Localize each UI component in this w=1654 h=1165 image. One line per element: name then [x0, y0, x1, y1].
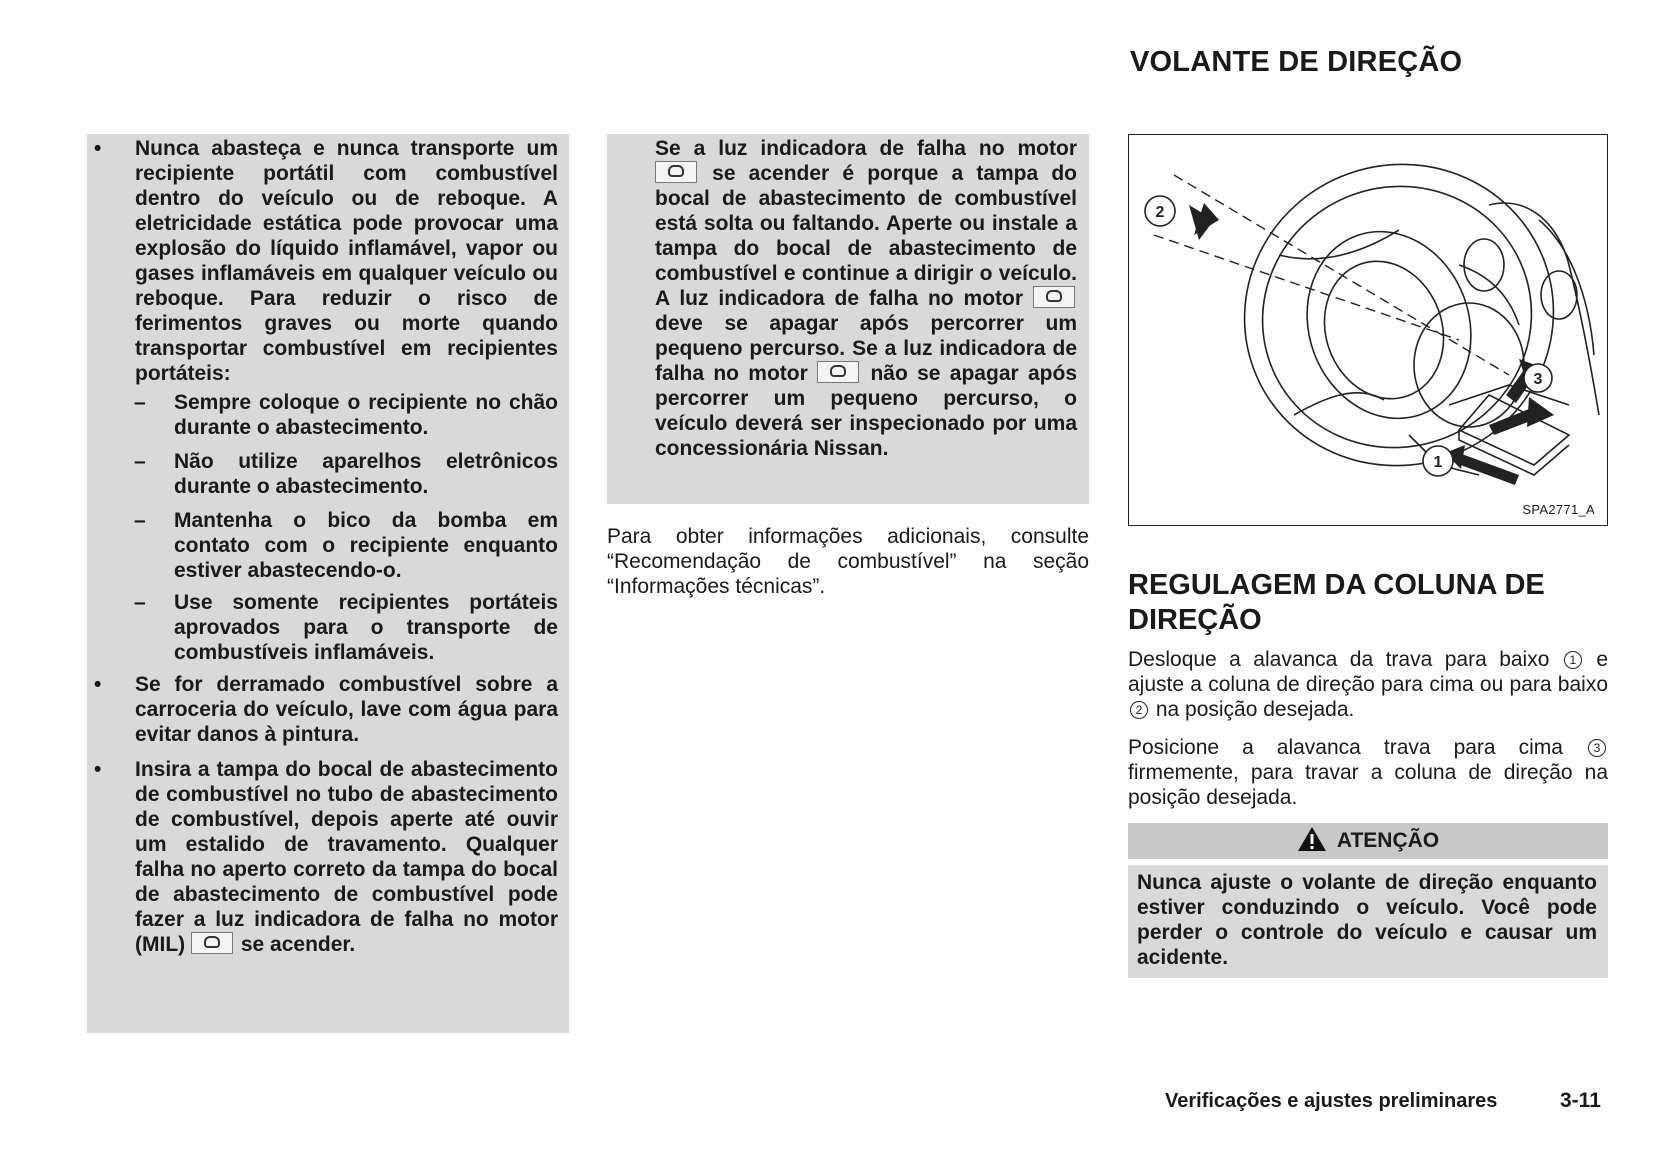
footer-section-title: Verificações e ajustes preliminares — [1165, 1090, 1498, 1112]
warning-triangle-icon — [1297, 826, 1327, 852]
steering-wheel-illustration — [1129, 135, 1606, 524]
bullet-3-text: Insira a tampa do bocal de abastecimento de combustível no tubo de abastecimento de combustível, depois aperte até ouvir um estalido de travamento. Qualquer falha no aperto correto da tampa do bocal de abastecimento de combustível pode fazer a luz indicadora de falha no motor (MIL) — [135, 758, 558, 956]
mil-text-4: Se a luz indicadora de falha no motor — [655, 337, 1077, 385]
mil-warning-text — [655, 136, 1077, 461]
dash-1: Sempre coloque o recipiente no chão durante o abastecimento. — [174, 391, 558, 439]
adjust-text-3: na posição desejada. — [1155, 698, 1355, 721]
dash-mark: – — [134, 509, 146, 532]
mil-warning-box — [607, 134, 1089, 504]
circled-number-3: 3 — [1588, 739, 1606, 757]
engine-icon — [817, 361, 859, 383]
dash-4: Use somente recipientes portáteis aprovados para o transporte de combustíveis inflamáveis. — [174, 591, 558, 664]
bullet-2: Se for derramado combustível sobre a carroceria do veículo, lave com água para evitar danos à pintura. — [135, 673, 558, 746]
engine-icon — [1033, 286, 1075, 308]
dash-mark: – — [134, 591, 146, 614]
adjust-text-2: e ajuste a coluna de direção para cima ou para baixo — [1128, 648, 1608, 696]
bullet-mark: • — [94, 137, 102, 160]
caution-box — [1128, 865, 1608, 978]
caution-header — [1128, 823, 1608, 859]
figure-label-2: 2 — [1155, 204, 1165, 221]
adjust-paragraph-1 — [1128, 647, 1608, 722]
bullet-3 — [135, 757, 558, 957]
caution-text: Nunca ajuste o volante de direção enquanto estiver conduzindo o veículo. Você pode perder o controle do veículo e causar um acidente. — [1137, 871, 1597, 969]
adjust-text-1: Desloque a alavanca da trava para baixo — [1128, 648, 1550, 671]
dash-mark: – — [134, 391, 146, 414]
engine-icon — [655, 161, 697, 183]
figure-label-1: 1 — [1433, 454, 1443, 471]
dash-mark: – — [134, 450, 146, 473]
caution-label: ATENÇÃO — [1336, 829, 1440, 852]
steering-wheel-figure — [1128, 134, 1608, 526]
adjust-paragraph-2 — [1128, 735, 1608, 810]
page-title: VOLANTE DE DIREÇÃO — [1130, 46, 1463, 78]
adjust-text-4: Posicione a alavanca trava para cima — [1128, 736, 1563, 759]
engine-icon — [191, 932, 233, 954]
circled-number-1: 1 — [1564, 651, 1582, 669]
mil-text-5: não se apagar após percorrer um pequeno percurso, o veículo deverá ser inspecionado por uma concessionária Nissan. — [655, 362, 1077, 460]
circled-number-2: 2 — [1130, 701, 1148, 719]
figure-label-3: 3 — [1533, 371, 1543, 388]
mil-text-2: se acender é porque a tampa do bocal de abastecimento de combustível está solta ou faltando. Aperte ou instale a tampa do bocal de abastecimento de combustível e continue a dirigir o veículo. A luz indicadora de falha no motor — [655, 162, 1077, 310]
section-title: REGULAGEM DA COLUNA DE DIREÇÃO — [1128, 569, 1545, 636]
bullet-1: Nunca abasteça e nunca transporte um recipiente portátil com combustível dentro do veículo ou de reboque. A eletricidade estática pode provocar uma explosão do líquido inflamável, vapor ou gases inflamáveis em qualquer veículo ou reboque. Para reduzir o risco de ferimentos graves ou morte quando transportar combustível em recipientes portáteis: — [135, 137, 558, 385]
bullet-mark: • — [94, 758, 102, 781]
bullet-mark: • — [94, 673, 102, 696]
dash-3: Mantenha o bico da bomba em contato com o recipiente enquanto estiver abastecendo-o. — [174, 509, 558, 582]
reference-paragraph: Para obter informações adicionais, consulte “Recomendação de combustível” na seção “Informações técnicas”. — [607, 525, 1089, 598]
mil-text-3: deve se apagar após percorrer um pequeno percurso. — [655, 312, 1077, 360]
figure-caption: SPA2771_A — [1522, 502, 1595, 517]
page-number: 3-11 — [1560, 1089, 1601, 1112]
adjust-text-5: firmemente, para travar a coluna de direção na posição desejada. — [1128, 761, 1608, 809]
dash-2: Não utilize aparelhos eletrônicos durante o abastecimento. — [174, 450, 558, 498]
fuel-warning-box — [87, 134, 569, 1033]
mil-text-1: Se a luz indicadora de falha no motor — [655, 137, 1077, 160]
bullet-3-end: se acender. — [240, 933, 356, 956]
